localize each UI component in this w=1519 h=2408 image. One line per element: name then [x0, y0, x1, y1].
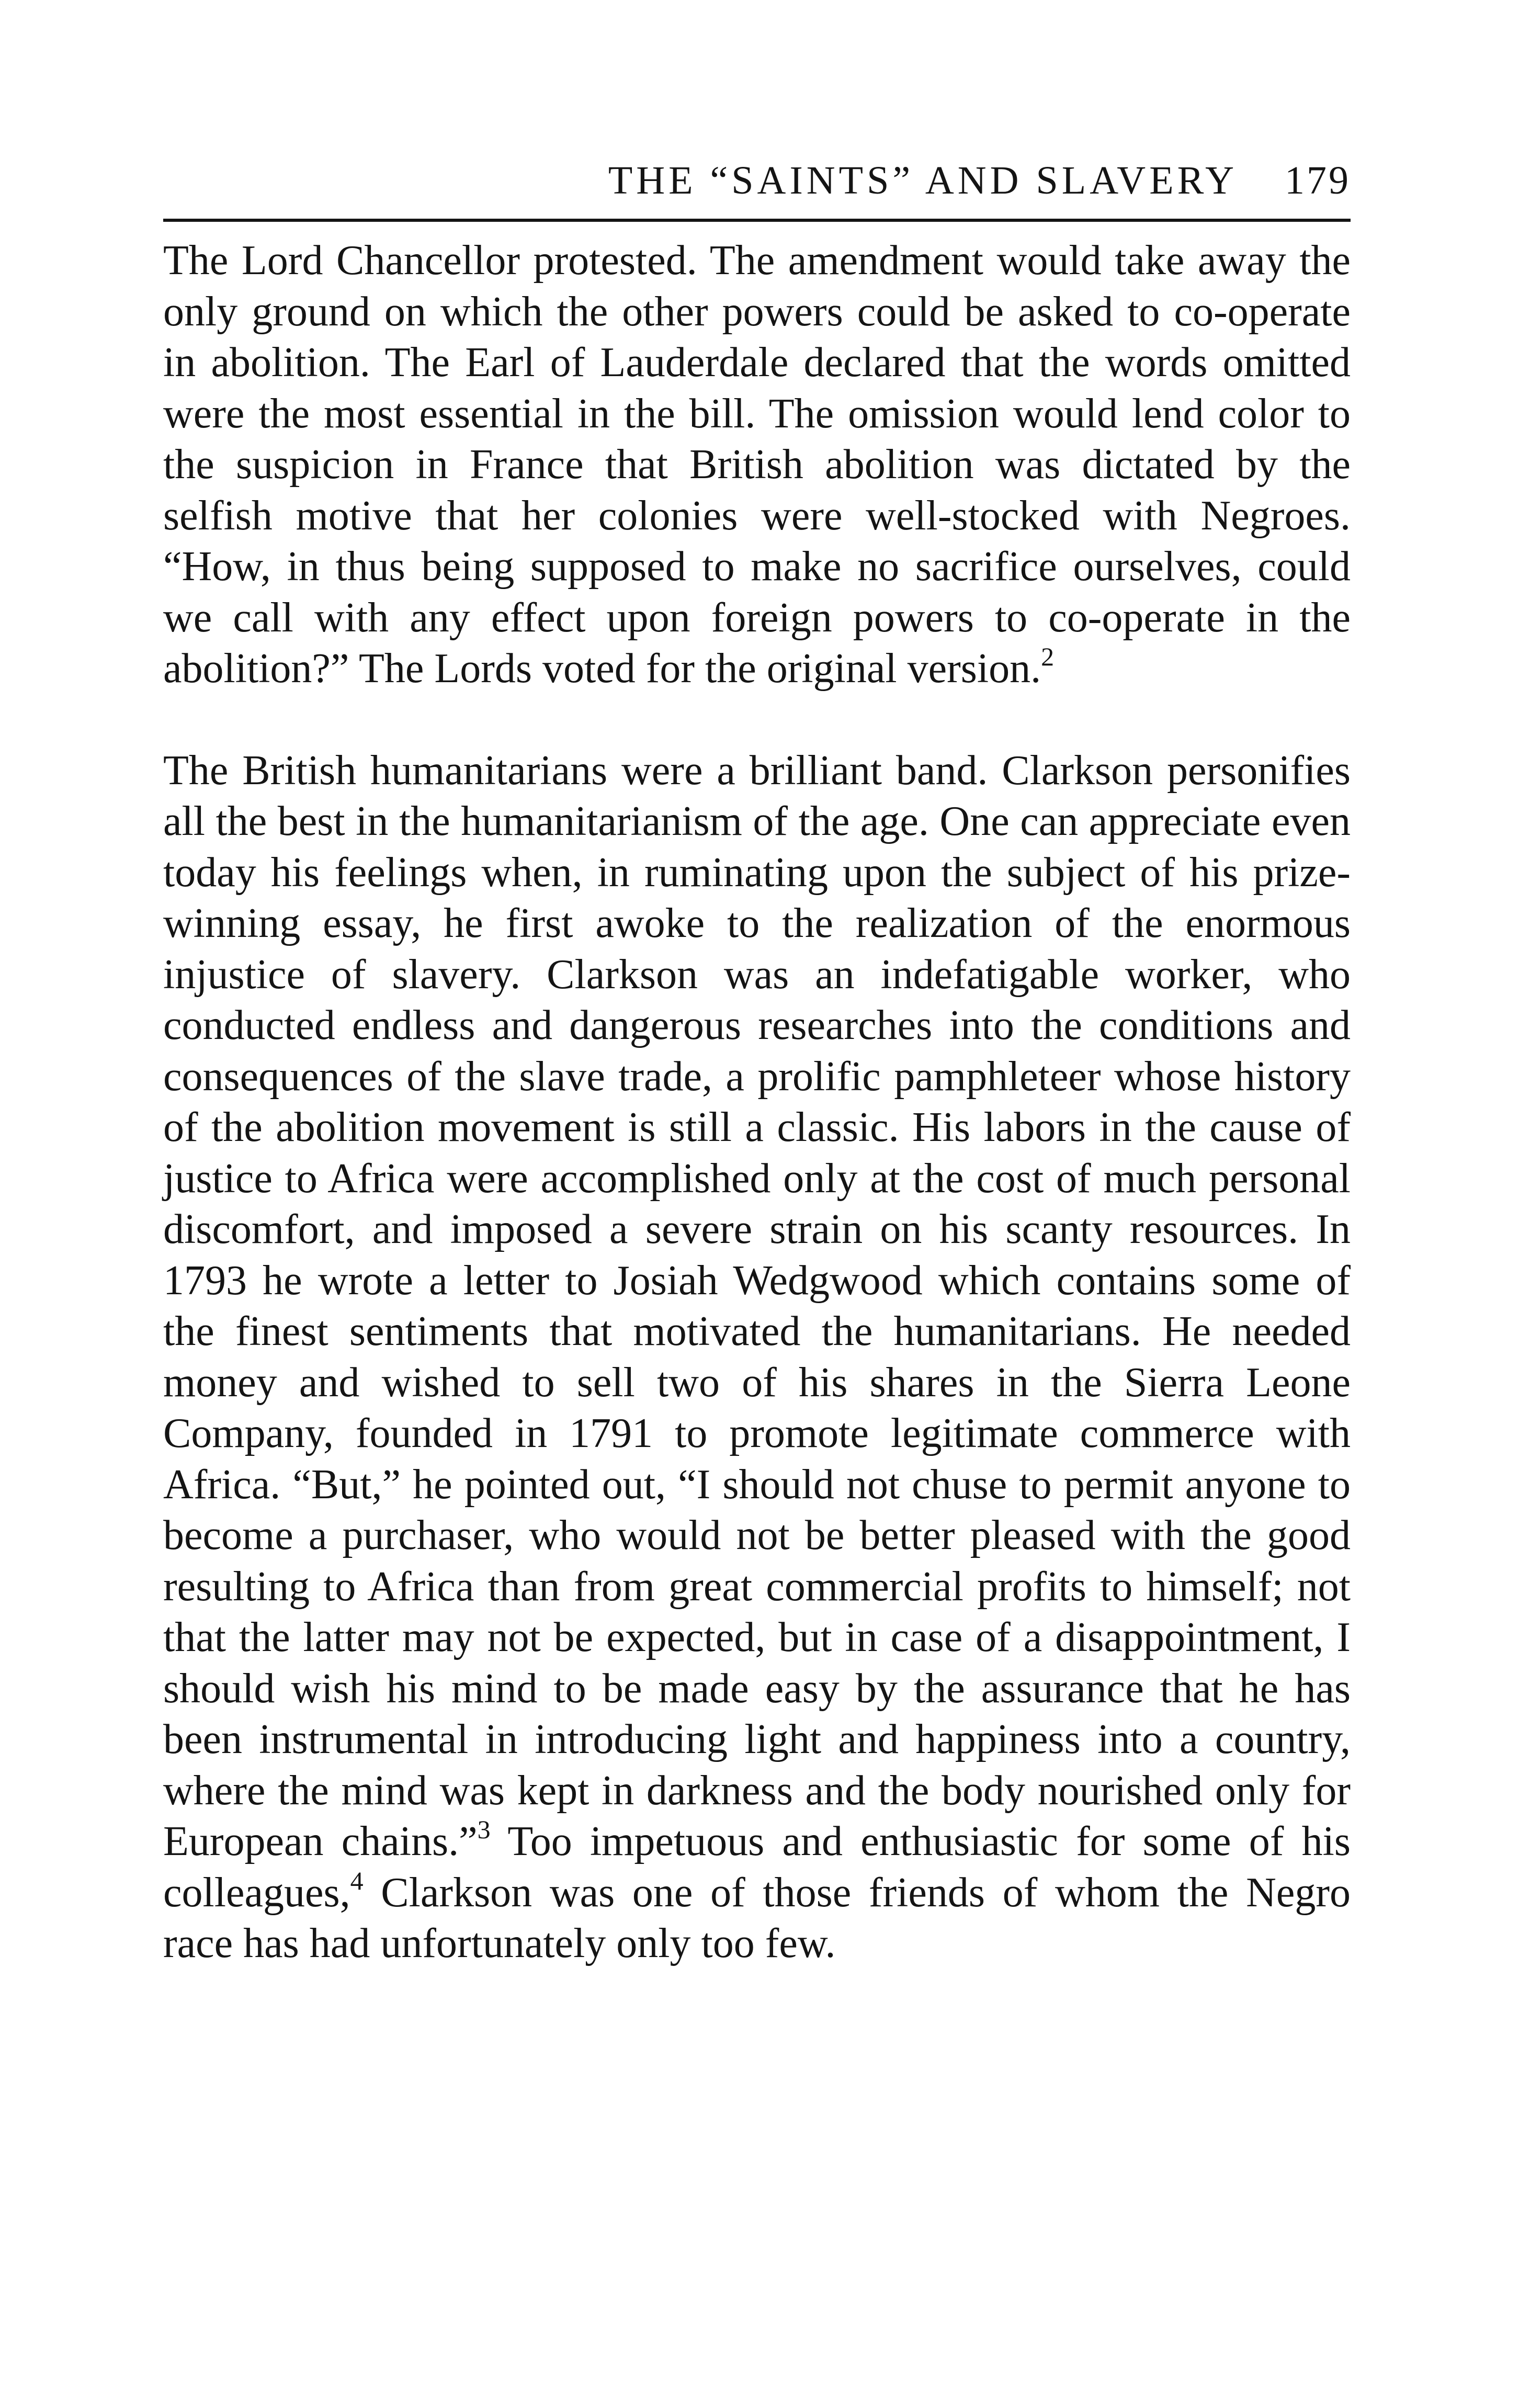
- paragraph-text: The Lord Chancellor protested. The amendment would take away the only ground on which the other powers could be asked to co-operate in abolition. The Earl of Lauderdale declared that the words omitted were the most essential in the bill. The omission would lend color to the suspicion in France that British abolition was dictated by the selfish motive that her colonies were well-stocked with Negroes. “How, in thus being supposed to make no sacrifice ourselves, could we call with any effect upon foreign powers to co-operate in the abolition?” The Lords voted for the original version.: [163, 238, 1351, 692]
- running-title: THE “SAINTS” AND SLAVERY: [608, 159, 1238, 202]
- paragraph-text: The British humanitarians were a brilliant band. Clarkson personifies all the best in the humanitarianism of the age. One can appreciate even today his feelings when, in ruminating upon the subject of his prize-winning essay, he first awoke to the realization of the enormous injustice of slavery. Clarkson was an indefatigable worker, who conducted endless and dangerous researches into the conditions and consequences of the slave trade, a prolific pamphleteer whose history of the abolition movement is still a classic. His labors in the cause of justice to Africa were accomplished only at the cost of much personal discomfort, and imposed a severe strain on his scanty resources. In 1793 he wrote a letter to Josiah Wedgwood which contains some of the finest sentiments that motivated the humanitarians. He needed money and wished to sell two of his shares in the Sierra Leone Company, founded in 1791 to promote legitimate commerce with Africa. “But,” he pointed out, “I should not chuse to permit anyone to become a purchaser, who would not be better pleased with the good resulting to Africa than from great commercial profits to himself; not that the latter may not be expected, but in case of a disappointment, I should wish his mind to be made easy by the assurance that he has been instrumental in introducing light and happiness into a country, where the mind was kept in darkness and the body nourished only for European chains.”: [163, 747, 1351, 1864]
- book-page: [163, 152, 1351, 1970]
- page-number: 179: [1285, 159, 1351, 202]
- header-rule: [163, 219, 1351, 222]
- running-head: [163, 152, 1351, 209]
- paragraph-lords-debate: [163, 235, 1351, 695]
- footnote-marker: 2: [1041, 642, 1055, 671]
- paragraph-clarkson: [163, 745, 1351, 1970]
- paragraph-text: Too impetuous and enthusiastic for some of his colleagues,: [163, 1818, 1351, 1916]
- footnote-marker: 4: [350, 1866, 364, 1895]
- footnote-marker: 3: [477, 1815, 491, 1844]
- paragraph-text: Clarkson was one of those friends of whom the Negro race has had unfortunately only too few.: [163, 1869, 1351, 1966]
